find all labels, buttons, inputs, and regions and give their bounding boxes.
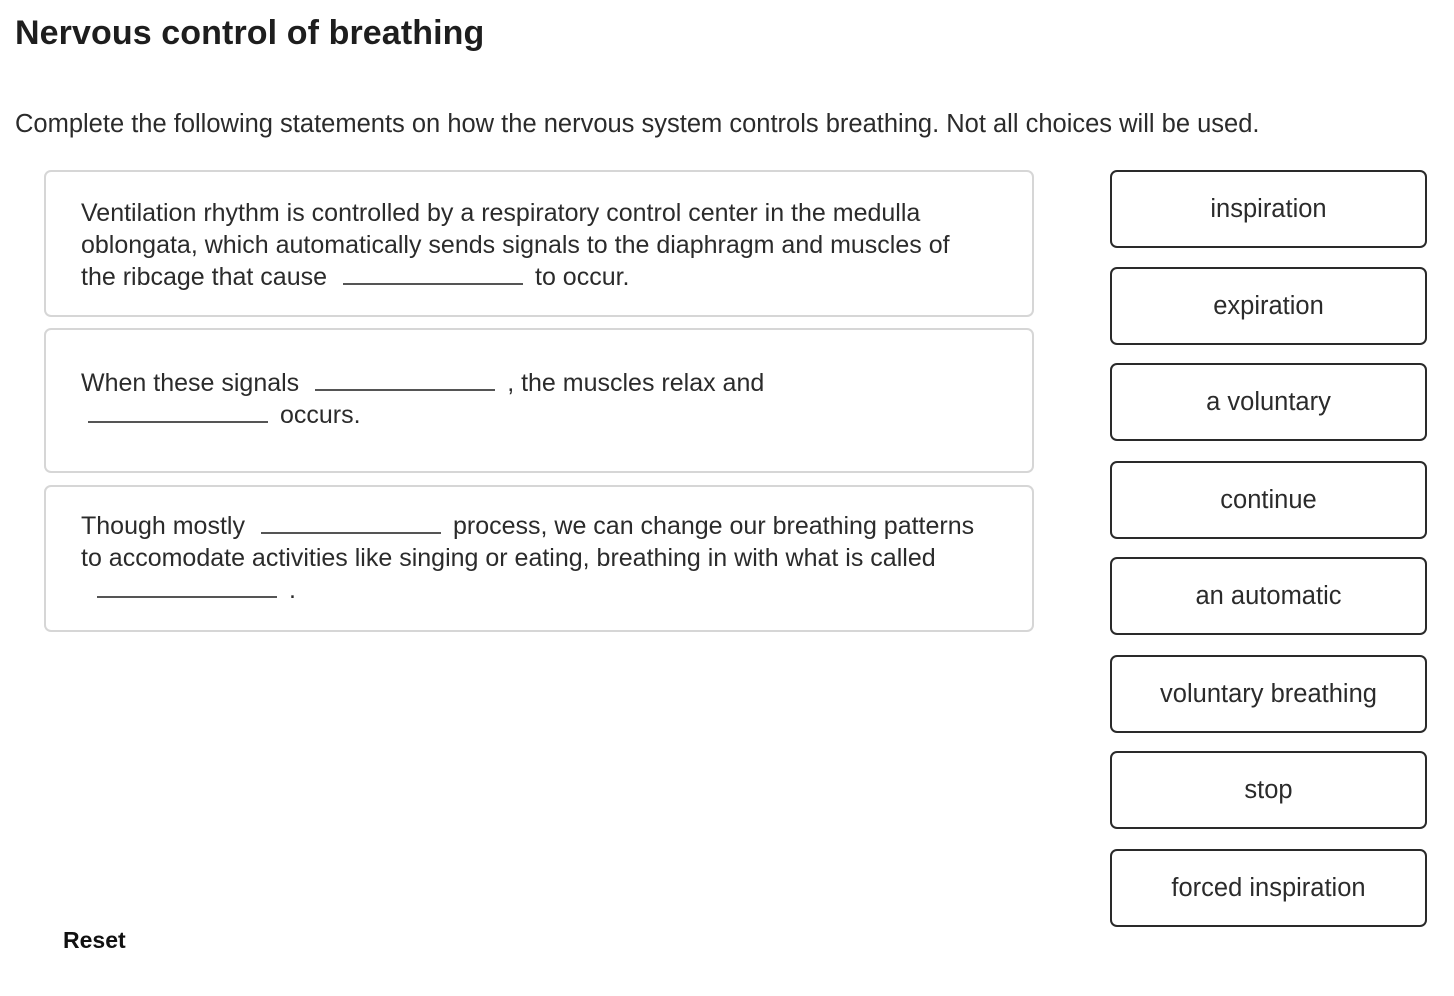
drop-blank-5[interactable] <box>97 576 277 598</box>
statement-3-part-1: Though mostly <box>81 512 245 540</box>
choice-inspiration[interactable]: inspiration <box>1110 170 1427 248</box>
choice-stop[interactable]: stop <box>1110 751 1427 829</box>
choice-an-automatic[interactable]: an automatic <box>1110 557 1427 635</box>
drop-blank-1[interactable] <box>343 263 523 285</box>
statement-text-3 <box>81 510 981 606</box>
choice-voluntary-breathing[interactable]: voluntary breathing <box>1110 655 1427 733</box>
drop-blank-4[interactable] <box>261 512 441 534</box>
choice-forced-inspiration[interactable]: forced inspiration <box>1110 849 1427 927</box>
choice-expiration[interactable]: expiration <box>1110 267 1427 345</box>
statement-2-part-3: occurs. <box>280 401 361 429</box>
statement-box-1 <box>44 170 1034 317</box>
choice-continue[interactable]: continue <box>1110 461 1427 539</box>
statement-box-3 <box>44 485 1034 632</box>
statement-1-part-1: Ventilation rhythm is controlled by a respiratory control center in the medulla oblongata, which automatically sends signals to the diaphragm and muscles of the ribcage that cause <box>81 199 950 291</box>
statement-2-part-1: When these signals <box>81 369 300 397</box>
statement-text-1 <box>81 197 981 293</box>
reset-button[interactable]: Reset <box>63 927 126 953</box>
statement-2-part-2: , the muscles relax and <box>507 369 765 397</box>
statement-3-part-3: . <box>289 576 296 604</box>
page-title: Nervous control of breathing <box>15 14 485 52</box>
choice-a-voluntary[interactable]: a voluntary <box>1110 363 1427 441</box>
drop-blank-2[interactable] <box>315 369 495 391</box>
statement-text-2 <box>81 367 981 431</box>
instructions-text: Complete the following statements on how the nervous system controls breathing. Not all choices will be used. <box>15 110 1260 138</box>
drop-blank-3[interactable] <box>88 401 268 423</box>
statement-box-2 <box>44 328 1034 473</box>
statement-1-part-2: to occur. <box>535 263 630 291</box>
statement-3-part-2: process, we can change our breathing patterns to accomodate activities like singing or eating, breathing in with what is called <box>81 512 975 572</box>
